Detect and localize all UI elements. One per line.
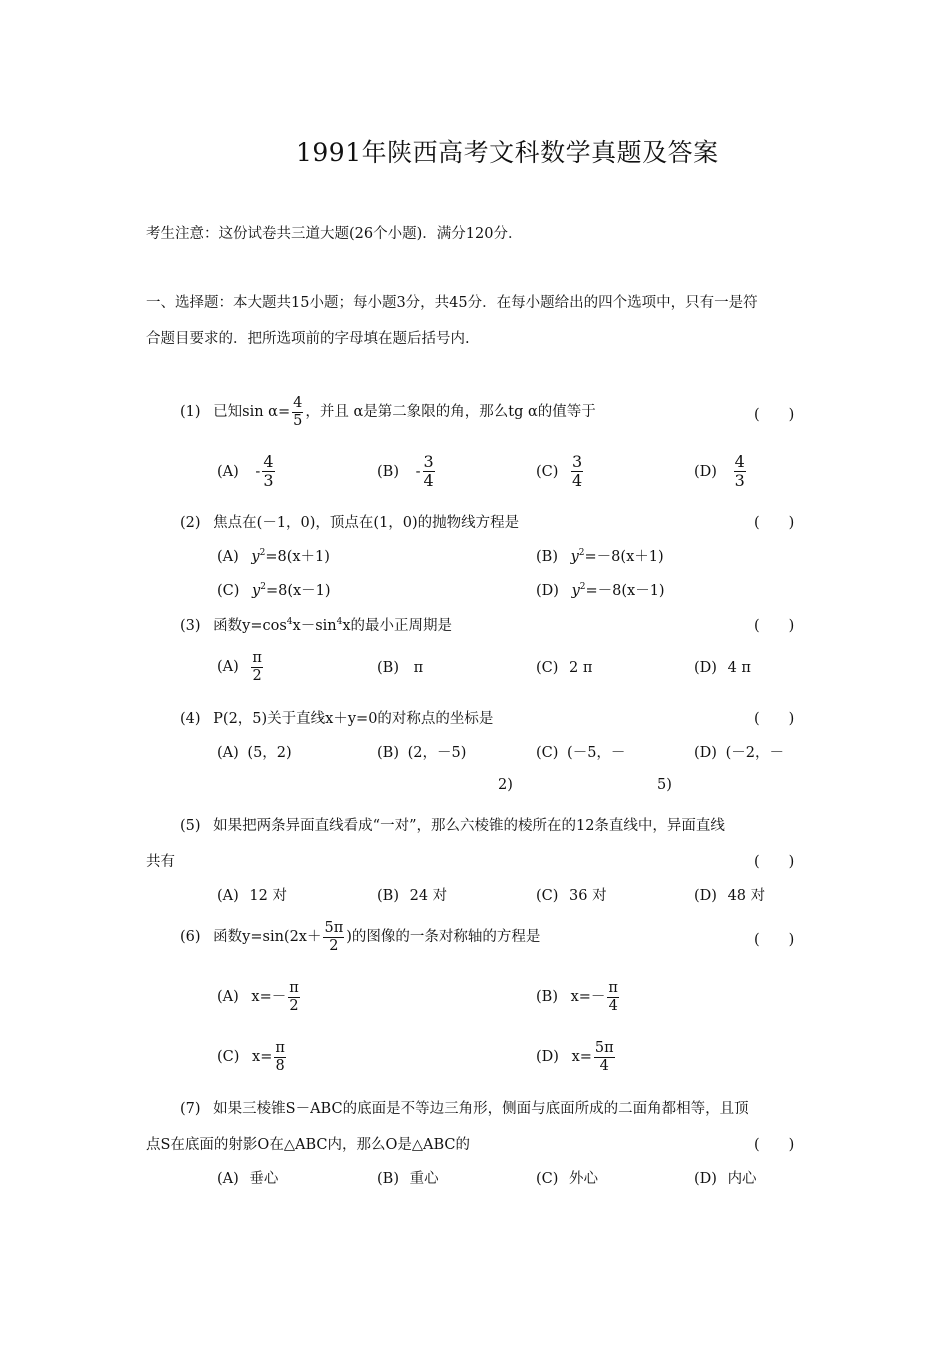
question-text-post: )的图像的一条对称轴的方程是 <box>346 929 541 946</box>
answer-bracket-3[interactable]: ( ) <box>754 618 795 634</box>
exponent: 2 <box>259 548 266 558</box>
option-label: (C) <box>217 1049 240 1066</box>
denominator: 4 <box>599 1057 609 1074</box>
q4-option-d[interactable] <box>694 741 784 762</box>
q1-option-b[interactable] <box>377 453 437 491</box>
numerator: π <box>289 980 299 996</box>
numerator: 3 <box>572 452 583 471</box>
question-number: (1) <box>180 404 201 421</box>
denominator: 3 <box>263 471 274 491</box>
question-number: (5) <box>180 818 201 834</box>
answer-bracket-1[interactable]: ( ) <box>754 407 795 423</box>
q5-option-b[interactable] <box>377 884 447 905</box>
option-label: (D) <box>694 660 717 676</box>
q7-option-a[interactable] <box>217 1167 278 1188</box>
option-label: (D) <box>694 745 717 761</box>
option-label: (A) <box>217 745 239 761</box>
question-5-line2: 共有 <box>146 854 175 870</box>
q2-option-a[interactable] <box>217 545 330 566</box>
numerator: 4 <box>734 452 745 471</box>
denominator: 2 <box>329 937 339 954</box>
option-fraction <box>607 980 619 1014</box>
q3-option-d[interactable] <box>694 660 751 676</box>
numerator: 5π <box>594 1040 614 1056</box>
q4-option-c[interactable] <box>536 741 625 762</box>
option-label: (C) <box>536 888 559 904</box>
q4-option-b[interactable] <box>377 741 466 762</box>
numerator: π <box>275 1040 285 1056</box>
option-fraction <box>594 1040 615 1074</box>
numerator: π <box>252 650 262 666</box>
q6-option-c[interactable] <box>217 1040 288 1074</box>
option-text: 36 对 <box>569 888 607 904</box>
option-label: (C) <box>536 463 559 480</box>
option-sign: - <box>255 463 261 480</box>
question-number: (7) <box>180 1101 201 1117</box>
option-fraction <box>262 453 274 491</box>
option-text: 12 对 <box>249 888 287 904</box>
q1-option-d[interactable] <box>694 453 748 491</box>
question-1 <box>180 395 596 429</box>
option-text: 垂心 <box>249 1171 279 1187</box>
option-text: (－5，－ <box>567 745 626 761</box>
option-label: (B) <box>536 549 558 565</box>
question-text: 焦点在(－1，0)，顶点在(1，0)的抛物线方程是 <box>213 515 520 531</box>
q3-option-a[interactable] <box>217 650 265 684</box>
q5-option-c[interactable] <box>536 884 607 905</box>
q6-option-b[interactable] <box>536 980 621 1014</box>
option-label: (A) <box>217 888 239 904</box>
q7-option-d[interactable] <box>694 1167 757 1188</box>
option-label: (A) <box>217 659 239 676</box>
question-7 <box>180 1097 749 1118</box>
option-text: (－2，－ <box>725 745 784 761</box>
option-label: (B) <box>377 1171 399 1187</box>
option-text: (2，－5) <box>407 745 467 761</box>
denominator: 3 <box>734 471 745 491</box>
numerator: 4 <box>293 395 303 411</box>
question-text-pre: 函数y=sin(2x＋ <box>213 929 322 946</box>
question-2 <box>180 511 519 532</box>
option-text: 4 π <box>727 660 751 676</box>
option-text: =8(x－1) <box>265 583 331 599</box>
denominator: 8 <box>275 1057 285 1074</box>
q2-option-b[interactable] <box>536 545 664 566</box>
option-text: (5，2) <box>247 745 292 761</box>
option-text: 24 对 <box>409 888 448 904</box>
option-label: (D) <box>694 1171 717 1187</box>
option-fraction <box>734 453 746 491</box>
answer-bracket-2[interactable]: ( ) <box>754 515 795 531</box>
option-label: (A) <box>217 1171 239 1187</box>
q3-option-c[interactable] <box>536 660 592 676</box>
option-fraction <box>288 980 300 1014</box>
q7-option-b[interactable] <box>377 1167 439 1188</box>
page-title: 1991年陕西高考文科数学真题及答案 <box>296 138 719 167</box>
q4-option-c-wrap: 2) <box>498 777 513 793</box>
option-label: (B) <box>536 989 558 1006</box>
q4-option-d-wrap: 5) <box>657 777 672 793</box>
numerator: 4 <box>263 452 274 471</box>
question-text-line1: 如果三棱锥S－ABC的底面是不等边三角形，侧面与底面所成的二面角都相等，且顶 <box>213 1101 749 1117</box>
exponent: 2 <box>260 582 266 592</box>
q5-option-d[interactable] <box>694 884 765 905</box>
question-number: (3) <box>180 618 201 634</box>
option-label: (A) <box>217 549 239 565</box>
question-number: (2) <box>180 515 201 531</box>
answer-bracket-5[interactable]: ( ) <box>754 854 795 870</box>
option-sign: - <box>415 463 421 480</box>
q4-option-a[interactable] <box>217 741 292 762</box>
question-text-pre: 已知sin α= <box>213 404 291 421</box>
option-label: (C) <box>217 583 240 599</box>
q1-option-a[interactable] <box>217 453 277 491</box>
var-y: y <box>252 583 261 599</box>
question-5 <box>180 814 725 835</box>
option-label: (C) <box>536 745 559 761</box>
answer-bracket-7[interactable]: ( ) <box>754 1137 795 1153</box>
denominator: 4 <box>572 471 583 491</box>
q3-option-b[interactable] <box>377 660 423 676</box>
var-y: y <box>571 583 580 599</box>
var-y: y <box>570 549 579 565</box>
option-text: =－8(x＋1) <box>584 549 664 565</box>
q7-option-c[interactable] <box>536 1167 598 1188</box>
option-label: (A) <box>217 989 239 1006</box>
question-text-c: x的最小正周期是 <box>342 618 453 634</box>
option-text: x=－ <box>251 989 287 1006</box>
denominator: 2 <box>289 997 299 1014</box>
option-text: 2 π <box>569 660 593 676</box>
question-number: (4) <box>180 711 201 727</box>
option-fraction <box>423 453 435 491</box>
exponent: 2 <box>578 548 585 558</box>
answer-bracket-4[interactable]: ( ) <box>754 711 795 727</box>
exponent: 4 <box>336 617 343 627</box>
option-label: (B) <box>377 660 399 676</box>
q6-option-d[interactable] <box>536 1040 617 1074</box>
answer-bracket-6[interactable]: ( ) <box>754 932 795 948</box>
option-text: π <box>413 660 424 676</box>
option-text: 48 对 <box>727 888 766 904</box>
numerator: 3 <box>423 452 434 471</box>
option-text: x=－ <box>570 989 606 1006</box>
option-text: x= <box>252 1049 273 1066</box>
q5-option-a[interactable] <box>217 884 287 905</box>
exponent: 4 <box>286 617 293 627</box>
option-fraction <box>274 1040 286 1074</box>
denominator: 4 <box>608 997 618 1014</box>
option-label: (D) <box>536 1049 559 1066</box>
option-text: 外心 <box>569 1171 599 1187</box>
option-fraction <box>251 650 263 684</box>
option-text: 重心 <box>409 1171 439 1187</box>
option-label: (B) <box>377 745 399 761</box>
fraction-4-5 <box>292 395 303 429</box>
option-text: =8(x＋1) <box>265 549 330 565</box>
denominator: 4 <box>423 471 434 491</box>
denominator: 2 <box>252 667 262 684</box>
question-6 <box>180 920 540 954</box>
option-text: =－8(x－1) <box>585 583 665 599</box>
option-text: 内心 <box>727 1171 757 1187</box>
option-label: (D) <box>536 583 559 599</box>
question-number: (6) <box>180 929 201 946</box>
option-label: (B) <box>377 888 399 904</box>
option-text: x= <box>571 1049 592 1066</box>
option-label: (A) <box>217 463 239 480</box>
question-text-b: x－sin <box>292 618 337 634</box>
question-text-a: 函数y=cos <box>213 618 287 634</box>
q1-option-c[interactable] <box>536 453 585 491</box>
option-label: (B) <box>377 463 399 480</box>
question-text: P(2，5)关于直线x＋y=0的对称点的坐标是 <box>213 711 494 727</box>
question-text-post: ，并且 α是第二象限的角，那么tg α的值等于 <box>305 404 596 421</box>
option-fraction <box>571 453 583 491</box>
denominator: 5 <box>293 412 303 429</box>
numerator: π <box>608 980 618 996</box>
section-instructions-line1: 一、选择题：本大题共15小题；每小题3分，共45分．在每小题给出的四个选项中，只有一是符 <box>146 295 758 311</box>
option-label: (C) <box>536 1171 559 1187</box>
option-label: (D) <box>694 888 717 904</box>
question-4 <box>180 707 493 728</box>
numerator: 5π <box>324 920 344 936</box>
q6-option-a[interactable] <box>217 980 302 1014</box>
question-7-line2: 点S在底面的射影O在△ABC内，那么O是△ABC的 <box>146 1137 470 1153</box>
var-y: y <box>251 549 260 565</box>
q2-option-d[interactable] <box>536 579 665 600</box>
exponent: 2 <box>579 582 586 592</box>
option-label: (D) <box>694 463 717 480</box>
fraction-5pi-2 <box>323 920 344 954</box>
option-label: (C) <box>536 660 559 676</box>
question-3 <box>180 614 452 635</box>
exam-notice: 考生注意：这份试卷共三道大题(26个小题)．满分120分． <box>146 226 523 242</box>
question-text-line1: 如果把两条异面直线看成“一对”，那么六棱锥的棱所在的12条直线中，异面直线 <box>213 818 725 834</box>
section-instructions-line2: 合题目要求的．把所选项前的字母填在题后括号内. <box>146 331 470 347</box>
q2-option-c[interactable] <box>217 579 331 600</box>
